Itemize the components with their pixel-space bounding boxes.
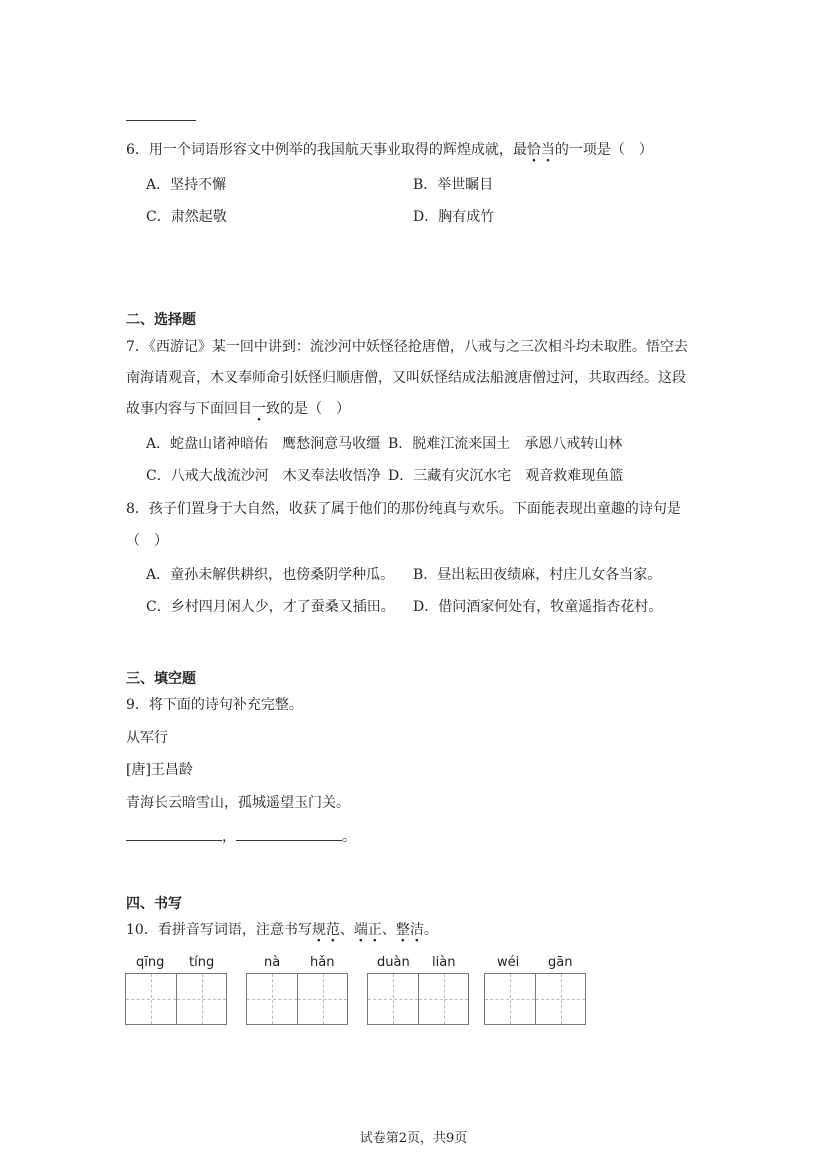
emphasis-char: 恰 <box>526 142 541 158</box>
question-7-line-1: 7．《西游记》某一回中讲到：流沙河中妖怪径抢唐僧，八戒与之三次相斗均未取胜。悟空去 <box>126 339 688 355</box>
section-3-title: 三、填空题 <box>126 671 196 687</box>
section-4-title: 四、书写 <box>126 896 182 912</box>
q6-option-d: D．胸有成竹 <box>413 209 495 225</box>
writing-cell[interactable] <box>126 974 176 1024</box>
q6-option-a: A．坚持不懈 <box>146 177 227 193</box>
writing-grid[interactable] <box>484 973 586 1025</box>
pinyin-label: tíng <box>189 955 215 970</box>
writing-cell[interactable] <box>176 974 226 1024</box>
writing-cell[interactable] <box>535 974 585 1024</box>
question-6-number: 6． <box>126 142 149 158</box>
blank-comma: ， <box>222 829 236 845</box>
separator: 、 <box>339 922 354 938</box>
writing-grid[interactable] <box>367 973 469 1025</box>
blank-period: 。 <box>342 829 356 845</box>
writing-cell[interactable] <box>485 974 535 1024</box>
answer-blank-2[interactable] <box>236 826 342 841</box>
question-7-line-3-after: 致的是（ ） <box>266 401 350 417</box>
pinyin-label: hǎn <box>310 955 335 970</box>
question-8-line-1: 8．孩子们置身于大自然，收获了属于他们的那份纯真与欢乐。下面能表现出童趣的诗句是 <box>126 501 681 517</box>
pinyin-label: duàn <box>377 955 410 970</box>
emphasis-char: 一 <box>252 401 266 417</box>
answer-blank-1[interactable] <box>126 826 222 841</box>
question-6-text-before: 用一个词语形容文中例举的我国航天事业取得的辉煌成就，最 <box>148 142 527 158</box>
question-7-line-3 <box>126 398 350 418</box>
poem-title: 从军行 <box>126 730 168 746</box>
question-10-text: 10．看拼音写词语，注意书写 <box>126 922 312 938</box>
writing-cell[interactable] <box>297 974 347 1024</box>
writing-grid[interactable] <box>246 973 348 1025</box>
separator: 、 <box>381 922 396 938</box>
emphasis-char: 端 <box>353 922 368 938</box>
pinyin-label: liàn <box>432 955 456 970</box>
writing-cell[interactable] <box>368 974 418 1024</box>
question-6 <box>126 139 653 159</box>
q6-option-c: C．肃然起敬 <box>146 209 227 225</box>
emphasis-char: 范 <box>325 922 340 938</box>
question-10-prompt <box>126 919 438 939</box>
question-7-line-3-before: 故事内容与下面回目 <box>126 401 252 417</box>
q8-option-a: A．童孙未解供耕织，也傍桑阴学种瓜。 <box>146 567 395 583</box>
q7-option-b: B．脱难江流来国土 承恩八戒转山林 <box>388 436 623 452</box>
question-7-line-2: 南海请观音，木叉奉师命引妖怪归顺唐僧，又叫妖怪结成法船渡唐僧过河，共取西经。这段 <box>126 370 686 386</box>
emphasis-char: 规 <box>311 922 326 938</box>
pinyin-label: nà <box>264 955 281 970</box>
emphasis-char: 当 <box>540 142 555 158</box>
q8-option-c: C．乡村四月闲人少，才了蚕桑又插田。 <box>146 599 395 615</box>
poem-verse: 青海长云暗雪山，孤城遥望玉门关。 <box>126 795 350 811</box>
pinyin-label: wéi <box>497 955 520 970</box>
writing-cell[interactable] <box>247 974 297 1024</box>
q7-option-d: D．三藏有灾沉水宅 观音救难现鱼篮 <box>388 468 624 484</box>
q8-option-d: D．借问酒家何处有，牧童遥指杏花村。 <box>413 599 663 615</box>
emphasis-char: 洁 <box>409 922 424 938</box>
pinyin-label: qīng <box>136 955 165 970</box>
poem-author: [唐]王昌龄 <box>126 762 193 778</box>
pinyin-label: gān <box>548 955 573 970</box>
question-6-text-after: 的一项是（ ） <box>554 142 653 158</box>
question-8-line-2: （ ） <box>126 533 168 549</box>
writing-cell[interactable] <box>418 974 468 1024</box>
fill-blanks-line <box>126 826 356 846</box>
q8-option-b: B．昼出耘田夜绩麻，村庄儿女各当家。 <box>413 567 662 583</box>
emphasis-char: 正 <box>367 922 382 938</box>
q7-option-a: A．蛇盘山诸神暗佑 鹰愁涧意马收缰 <box>146 436 381 452</box>
emphasis-char: 整 <box>395 922 410 938</box>
q7-option-c: C．八戒大战流沙河 木叉奉法收悟净 <box>146 468 381 484</box>
section-2-title: 二、选择题 <box>126 312 196 328</box>
question-9-prompt: 9．将下面的诗句补充完整。 <box>126 697 303 713</box>
question-10-end: 。 <box>423 922 438 938</box>
writing-grid[interactable] <box>125 973 227 1025</box>
header-rule <box>126 120 196 121</box>
page-footer: 试卷第2页，共9页 <box>359 1131 468 1146</box>
q6-option-b: B．举世瞩目 <box>413 177 494 193</box>
